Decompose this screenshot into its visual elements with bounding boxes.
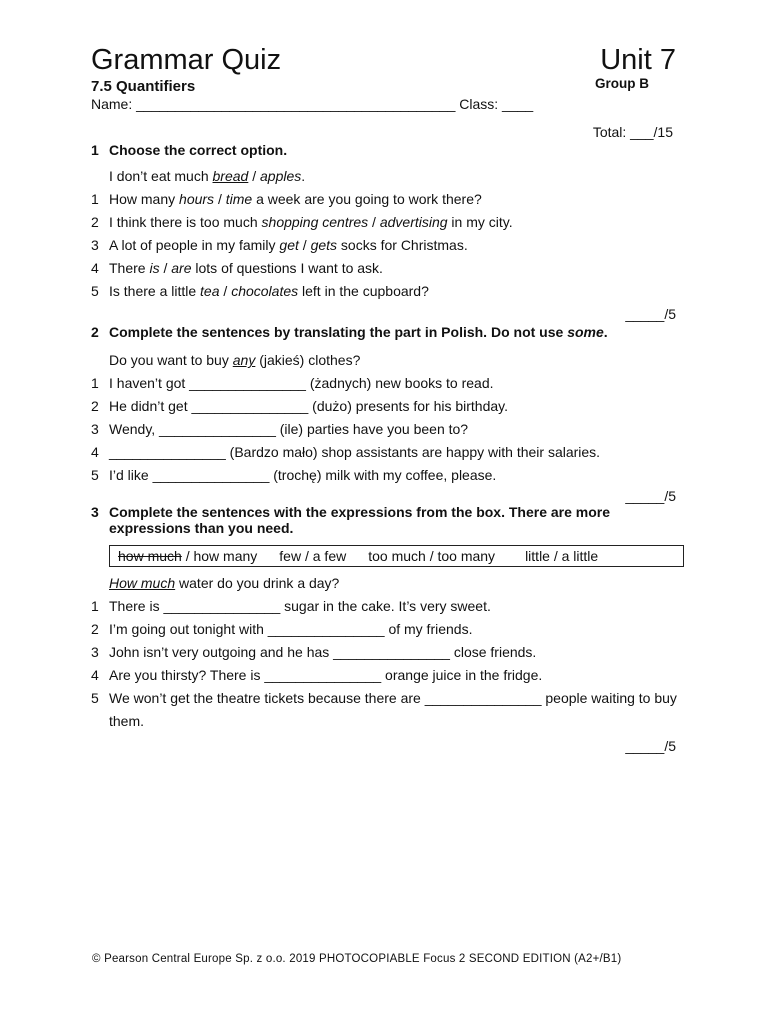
section-1	[91, 142, 691, 303]
section-instruction: Choose the correct option.	[109, 142, 288, 158]
option-2[interactable]: gets	[310, 237, 338, 253]
question-item[interactable]: 3 Wendy, _______________ (ile) parties have you been to?	[91, 421, 469, 437]
section-1-heading	[91, 142, 691, 158]
question-item: 4 There is / are lots of questions I want to ask.	[91, 260, 383, 276]
example-expression: how much	[118, 548, 182, 564]
question-item: 2 I think there is too much shopping centres / advertising in my city.	[91, 214, 513, 230]
class-field[interactable]: ____	[502, 96, 534, 112]
class-label: Class:	[459, 96, 499, 112]
section-2-score[interactable]: _____/5	[625, 488, 676, 504]
section-3-items	[91, 572, 691, 733]
section-3	[91, 504, 691, 536]
option-1[interactable]: shopping centres	[261, 214, 369, 230]
question-item[interactable]: 1 There is _______________ sugar in the cake. It’s very sweet.	[91, 598, 491, 614]
footer-copyright: © Pearson Central Europe Sp. z o.o. 2019 PHOTOCOPIABLE Focus 2 SECOND EDITION (A2+/B1)	[92, 953, 622, 965]
section-number: 1	[91, 142, 99, 158]
option-2[interactable]: chocolates	[231, 283, 299, 299]
option-2[interactable]: advertising	[379, 214, 448, 230]
question-item[interactable]: 5 We won’t get the theatre tickets because there are _______________ people waiting to buy them.	[91, 690, 677, 729]
question-item[interactable]: 2 I’m going out tonight with _______________ of my friends.	[91, 621, 473, 637]
page-subtitle: 7.5 Quantifiers	[91, 78, 196, 95]
section-3-score[interactable]: _____/5	[625, 738, 676, 754]
section-1-score[interactable]: _____/5	[625, 306, 676, 322]
name-field[interactable]: _________________________________________	[136, 96, 456, 112]
question-item[interactable]: 4 _______________ (Bardzo mało) shop assistants are happy with their salaries.	[91, 444, 601, 460]
name-class-row	[91, 96, 533, 112]
expression-item: little / a little	[525, 548, 599, 564]
expression-item: too much / too many	[368, 548, 496, 564]
option-1[interactable]: get	[279, 237, 299, 253]
option-1[interactable]: is	[149, 260, 160, 276]
section-number: 2	[91, 324, 99, 340]
total-score	[593, 124, 673, 140]
name-label: Name:	[91, 96, 133, 112]
group-label: Group B	[595, 76, 649, 91]
expressions-box	[109, 545, 684, 567]
total-value[interactable]: ___/15	[630, 124, 673, 140]
example-sentence: How much water do you drink a day?	[109, 575, 340, 591]
unit-label: Unit 7	[600, 44, 676, 76]
question-item: 3 A lot of people in my family get / gets socks for Christmas.	[91, 237, 468, 253]
section-3-heading	[91, 504, 691, 536]
expression-item: few / a few	[279, 548, 347, 564]
section-instruction: Complete the sentences by translating the part in Polish. Do not use some.	[109, 324, 608, 340]
question-item: 5 Is there a little tea / chocolates left in the cupboard?	[91, 283, 429, 299]
option-2[interactable]: are	[171, 260, 192, 276]
total-label: Total:	[592, 124, 627, 140]
section-number: 3	[91, 504, 99, 520]
question-item[interactable]: 1 I haven’t got _______________ (żadnych) new books to read.	[91, 375, 494, 391]
section-2	[91, 324, 691, 487]
example-answer: bread	[212, 168, 249, 184]
question-item[interactable]: 5 I’d like _______________ (trochę) milk with my coffee, please.	[91, 467, 497, 483]
section-instruction: Complete the sentences with the expressions from the box. There are more expressions than you need.	[109, 504, 611, 536]
example-answer: any	[232, 352, 256, 368]
expression-item: how much / how many	[118, 548, 258, 564]
question-item[interactable]: 2 He didn’t get _______________ (dużo) presents for his birthday.	[91, 398, 509, 414]
question-item[interactable]: 3 John isn’t very outgoing and he has _______________ close friends.	[91, 644, 537, 660]
section-2-heading	[91, 324, 691, 340]
page-title: Grammar Quiz	[91, 44, 282, 76]
option-1[interactable]: tea	[200, 283, 220, 299]
question-item: 1 How many hours / time a week are you going to work there?	[91, 191, 482, 207]
question-item[interactable]: 4 Are you thirsty? There is _______________ orange juice in the fridge.	[91, 667, 543, 683]
example-answer: How much	[109, 575, 176, 591]
option-2[interactable]: time	[225, 191, 253, 207]
example-sentence: Do you want to buy any (jakieś) clothes?	[109, 352, 361, 368]
example-sentence: I don’t eat much bread / apples.	[109, 168, 306, 184]
option-1[interactable]: hours	[179, 191, 215, 207]
